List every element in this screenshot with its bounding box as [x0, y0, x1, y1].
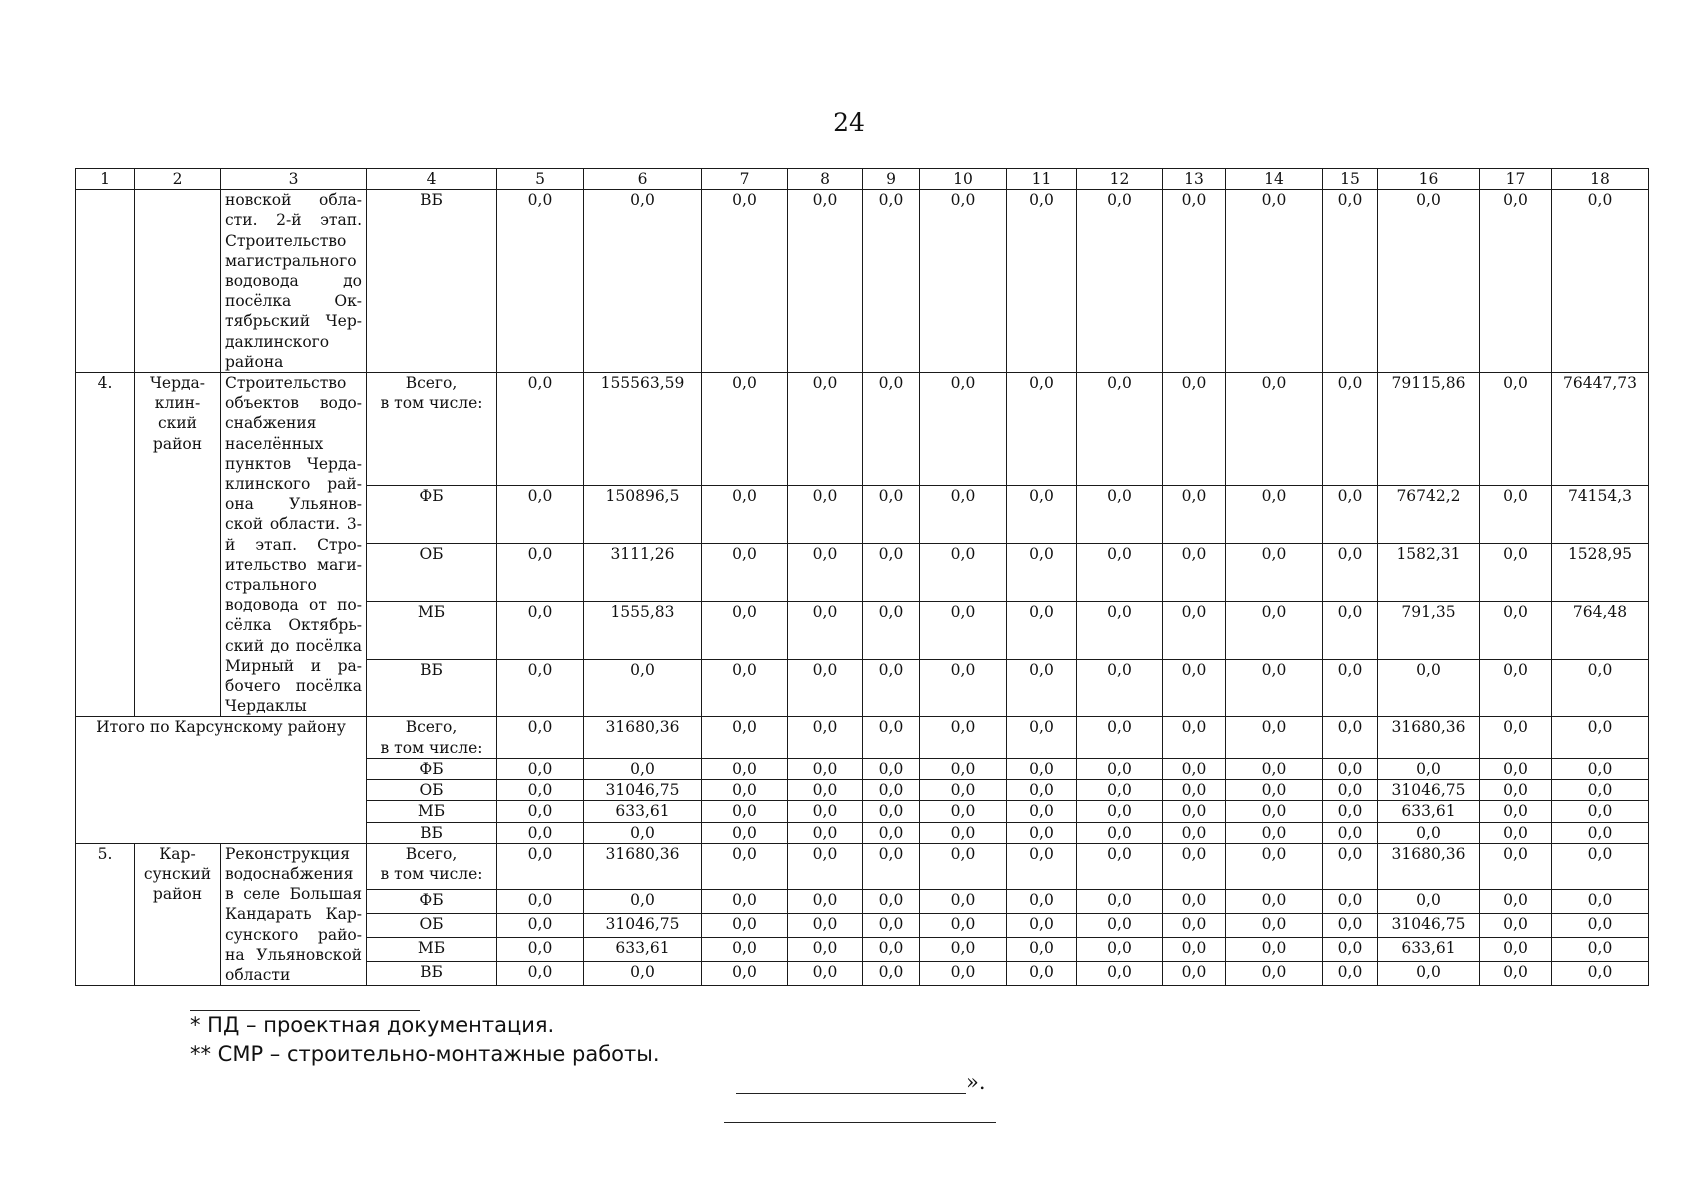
value-cell: 0,0	[788, 780, 863, 801]
value-cell: 0,0	[863, 780, 920, 801]
value-cell: 76742,2	[1378, 486, 1480, 544]
value-cell: 0,0	[1323, 962, 1378, 986]
value-cell: 0,0	[584, 890, 702, 914]
item-5-row	[76, 843, 1649, 890]
value-cell: 0,0	[788, 801, 863, 822]
value-cell: 0,0	[1007, 914, 1077, 938]
value-cell: 0,0	[1077, 962, 1163, 986]
funding-type-total-label: Всего,	[405, 374, 458, 393]
value-cell: 0,0	[1226, 914, 1323, 938]
column-number-header: 15	[1323, 169, 1378, 190]
value-cell: 0,0	[702, 822, 788, 843]
column-number-header: 18	[1552, 169, 1649, 190]
value-cell: 0,0	[1163, 543, 1226, 601]
funding-type: МБ	[367, 801, 497, 822]
value-cell: 0,0	[1163, 717, 1226, 758]
value-cell: 0,0	[1007, 601, 1077, 659]
district-cell	[135, 190, 221, 373]
value-cell: 0,0	[1007, 543, 1077, 601]
value-cell: 0,0	[497, 780, 584, 801]
value-cell: 0,0	[702, 190, 788, 373]
value-cell: 0,0	[1007, 717, 1077, 758]
value-cell: 0,0	[863, 938, 920, 962]
column-number-header: 16	[1378, 169, 1480, 190]
funding-type-including-label: в том числе:	[380, 864, 483, 883]
value-cell: 0,0	[497, 601, 584, 659]
value-cell: 0,0	[1007, 843, 1077, 890]
value-cell: 0,0	[1007, 801, 1077, 822]
funding-type: ФБ	[367, 486, 497, 544]
value-cell: 633,61	[584, 938, 702, 962]
value-cell: 0,0	[1480, 801, 1552, 822]
value-cell: 155563,59	[584, 373, 702, 486]
value-cell: 0,0	[920, 822, 1007, 843]
value-cell: 0,0	[1163, 962, 1226, 986]
funding-type-total	[367, 717, 497, 758]
value-cell: 0,0	[863, 190, 920, 373]
funding-type: ВБ	[367, 962, 497, 986]
value-cell: 0,0	[1226, 962, 1323, 986]
value-cell: 31680,36	[1378, 717, 1480, 758]
value-cell: 0,0	[920, 914, 1007, 938]
value-cell: 0,0	[497, 914, 584, 938]
value-cell: 0,0	[497, 801, 584, 822]
value-cell: 0,0	[863, 822, 920, 843]
value-cell: 0,0	[788, 659, 863, 717]
value-cell: 0,0	[1323, 890, 1378, 914]
value-cell: 76447,73	[1552, 373, 1649, 486]
value-cell: 0,0	[1163, 801, 1226, 822]
value-cell: 0,0	[1226, 938, 1323, 962]
value-cell: 0,0	[1323, 543, 1378, 601]
value-cell: 0,0	[1007, 890, 1077, 914]
value-cell: 0,0	[863, 601, 920, 659]
column-number-header: 7	[702, 169, 788, 190]
value-cell: 0,0	[1378, 659, 1480, 717]
value-cell: 0,0	[1163, 822, 1226, 843]
value-cell: 0,0	[1552, 780, 1649, 801]
value-cell: 0,0	[497, 717, 584, 758]
value-cell: 0,0	[497, 843, 584, 890]
value-cell: 0,0	[1552, 190, 1649, 373]
funding-type: ОБ	[367, 780, 497, 801]
value-cell: 0,0	[1163, 659, 1226, 717]
value-cell: 0,0	[1077, 717, 1163, 758]
value-cell: 0,0	[920, 659, 1007, 717]
value-cell: 0,0	[497, 822, 584, 843]
value-cell: 0,0	[1007, 938, 1077, 962]
funding-type-including-label: в том числе:	[380, 738, 483, 757]
value-cell: 0,0	[1226, 543, 1323, 601]
value-cell: 0,0	[788, 938, 863, 962]
column-number-header: 14	[1226, 169, 1323, 190]
value-cell: 0,0	[1007, 373, 1077, 486]
value-cell: 31046,75	[1378, 914, 1480, 938]
value-cell: 0,0	[1480, 962, 1552, 986]
value-cell: 0,0	[788, 717, 863, 758]
district-total-label: Итого по Карсунскому району	[76, 717, 367, 843]
value-cell: 0,0	[1226, 717, 1323, 758]
value-cell: 0,0	[1077, 190, 1163, 373]
value-cell: 0,0	[1007, 780, 1077, 801]
value-cell: 0,0	[863, 801, 920, 822]
value-cell: 0,0	[1480, 843, 1552, 890]
value-cell: 0,0	[584, 659, 702, 717]
value-cell: 0,0	[702, 780, 788, 801]
value-cell: 31046,75	[584, 914, 702, 938]
value-cell: 0,0	[1323, 190, 1378, 373]
value-cell: 0,0	[788, 486, 863, 544]
value-cell: 0,0	[920, 938, 1007, 962]
item-number-cell	[76, 190, 135, 373]
value-cell: 0,0	[1552, 717, 1649, 758]
value-cell: 0,0	[702, 601, 788, 659]
value-cell: 0,0	[702, 758, 788, 779]
value-cell: 0,0	[1007, 190, 1077, 373]
value-cell: 0,0	[1077, 914, 1163, 938]
value-cell: 0,0	[1077, 373, 1163, 486]
value-cell: 0,0	[702, 543, 788, 601]
value-cell: 764,48	[1552, 601, 1649, 659]
value-cell: 0,0	[1552, 914, 1649, 938]
value-cell: 0,0	[1480, 758, 1552, 779]
value-cell: 0,0	[788, 822, 863, 843]
value-cell: 0,0	[1163, 938, 1226, 962]
value-cell: 633,61	[1378, 801, 1480, 822]
value-cell: 0,0	[1226, 601, 1323, 659]
column-number-header: 5	[497, 169, 584, 190]
value-cell: 79115,86	[1378, 373, 1480, 486]
column-number-header: 1	[76, 169, 135, 190]
closing-line	[736, 1071, 966, 1094]
value-cell: 0,0	[1077, 758, 1163, 779]
value-cell: 0,0	[1077, 938, 1163, 962]
funding-type: ОБ	[367, 543, 497, 601]
value-cell: 0,0	[702, 914, 788, 938]
value-cell: 0,0	[1226, 843, 1323, 890]
project-description: Строительство объектов водо-снабжения населённых пунктов Черда-клинского рай-она Ульянов-ской области. 3-й этап. Стро-ительство маги-стрального водовода от по-сёлка Октябрь-ский до посёлка Мирный и ра-бочего посёлка Чердаклы	[221, 373, 367, 717]
value-cell: 0,0	[920, 486, 1007, 544]
value-cell: 0,0	[1552, 801, 1649, 822]
value-cell: 0,0	[1323, 801, 1378, 822]
value-cell: 0,0	[1480, 543, 1552, 601]
value-cell: 0,0	[1378, 190, 1480, 373]
value-cell: 0,0	[1480, 938, 1552, 962]
value-cell: 0,0	[1552, 822, 1649, 843]
value-cell: 0,0	[497, 190, 584, 373]
value-cell: 0,0	[1480, 780, 1552, 801]
value-cell: 0,0	[920, 758, 1007, 779]
value-cell: 0,0	[1163, 190, 1226, 373]
value-cell: 0,0	[1552, 843, 1649, 890]
column-number-header: 11	[1007, 169, 1077, 190]
value-cell: 0,0	[920, 373, 1007, 486]
value-cell: 0,0	[702, 659, 788, 717]
project-description: Реконструкция водоснабжения в селе Большая Кандарать Кар-сунского райо-на Ульяновской области	[221, 843, 367, 985]
value-cell: 0,0	[863, 890, 920, 914]
value-cell: 0,0	[1163, 758, 1226, 779]
value-cell: 0,0	[920, 543, 1007, 601]
value-cell: 31046,75	[584, 780, 702, 801]
value-cell: 0,0	[788, 962, 863, 986]
value-cell: 0,0	[702, 486, 788, 544]
funding-type-total-label: Всего,	[405, 718, 458, 737]
value-cell: 0,0	[1163, 890, 1226, 914]
value-cell: 0,0	[497, 659, 584, 717]
funding-type: ВБ	[367, 659, 497, 717]
column-number-header: 13	[1163, 169, 1226, 190]
value-cell: 0,0	[863, 962, 920, 986]
funding-type: ФБ	[367, 890, 497, 914]
funding-type: МБ	[367, 601, 497, 659]
footnote-separator	[190, 1010, 420, 1011]
value-cell: 0,0	[920, 190, 1007, 373]
value-cell: 0,0	[788, 758, 863, 779]
budget-table	[75, 168, 1649, 986]
value-cell: 633,61	[1378, 938, 1480, 962]
value-cell: 0,0	[702, 938, 788, 962]
column-number-header: 12	[1077, 169, 1163, 190]
value-cell: 0,0	[497, 938, 584, 962]
value-cell: 0,0	[1323, 601, 1378, 659]
value-cell: 0,0	[1480, 822, 1552, 843]
value-cell: 0,0	[920, 843, 1007, 890]
item-4-row	[76, 373, 1649, 486]
value-cell: 0,0	[1007, 962, 1077, 986]
value-cell: 31680,36	[584, 843, 702, 890]
value-cell: 0,0	[1323, 780, 1378, 801]
signature-line	[724, 1122, 996, 1123]
funding-type-total	[367, 373, 497, 486]
value-cell: 0,0	[1323, 822, 1378, 843]
funding-type: ФБ	[367, 758, 497, 779]
item-number: 5.	[76, 843, 135, 985]
value-cell: 0,0	[863, 659, 920, 717]
value-cell: 0,0	[788, 373, 863, 486]
value-cell: 0,0	[920, 801, 1007, 822]
column-number-header: 9	[863, 169, 920, 190]
footnote-pd: * ПД – проектная документация.	[190, 1013, 555, 1037]
value-cell: 0,0	[1552, 938, 1649, 962]
value-cell: 0,0	[1480, 914, 1552, 938]
column-number-header: 4	[367, 169, 497, 190]
funding-type: ОБ	[367, 914, 497, 938]
value-cell: 0,0	[1163, 843, 1226, 890]
value-cell: 3111,26	[584, 543, 702, 601]
value-cell: 791,35	[1378, 601, 1480, 659]
footnote-smr: ** СМР – строительно-монтажные работы.	[190, 1042, 660, 1066]
column-number-header: 6	[584, 169, 702, 190]
carry-over-row	[76, 190, 1649, 373]
value-cell: 0,0	[1226, 780, 1323, 801]
value-cell: 0,0	[863, 914, 920, 938]
value-cell: 0,0	[1323, 758, 1378, 779]
value-cell: 0,0	[1226, 373, 1323, 486]
value-cell: 0,0	[1226, 801, 1323, 822]
value-cell: 0,0	[1323, 938, 1378, 962]
value-cell: 0,0	[1163, 486, 1226, 544]
value-cell: 0,0	[1480, 890, 1552, 914]
value-cell: 0,0	[1007, 758, 1077, 779]
closing-quote: ».	[966, 1070, 986, 1094]
value-cell: 0,0	[584, 822, 702, 843]
value-cell: 150896,5	[584, 486, 702, 544]
value-cell: 0,0	[863, 543, 920, 601]
total-karsun-row	[76, 717, 1649, 758]
value-cell: 0,0	[1378, 890, 1480, 914]
value-cell: 0,0	[863, 486, 920, 544]
closing-mark	[736, 1070, 986, 1094]
value-cell: 0,0	[1077, 780, 1163, 801]
value-cell: 0,0	[497, 373, 584, 486]
value-cell: 1528,95	[1552, 543, 1649, 601]
value-cell: 0,0	[1077, 843, 1163, 890]
value-cell: 0,0	[788, 190, 863, 373]
value-cell: 0,0	[1480, 717, 1552, 758]
funding-type: ВБ	[367, 822, 497, 843]
value-cell: 0,0	[920, 890, 1007, 914]
value-cell: 0,0	[1077, 659, 1163, 717]
column-number-header: 10	[920, 169, 1007, 190]
value-cell: 0,0	[920, 780, 1007, 801]
value-cell: 0,0	[1323, 717, 1378, 758]
value-cell: 0,0	[702, 962, 788, 986]
value-cell: 0,0	[863, 758, 920, 779]
value-cell: 0,0	[863, 717, 920, 758]
funding-type-total-label: Всего,	[405, 844, 458, 863]
column-numbers-row	[76, 169, 1649, 190]
funding-type-total	[367, 843, 497, 890]
value-cell: 0,0	[1007, 486, 1077, 544]
value-cell: 0,0	[1226, 890, 1323, 914]
value-cell: 1555,83	[584, 601, 702, 659]
column-number-header: 3	[221, 169, 367, 190]
value-cell: 0,0	[1378, 758, 1480, 779]
value-cell: 31680,36	[584, 717, 702, 758]
value-cell: 0,0	[584, 190, 702, 373]
funding-type-including-label: в том числе:	[380, 394, 483, 413]
value-cell: 0,0	[1077, 486, 1163, 544]
value-cell: 0,0	[1323, 373, 1378, 486]
value-cell: 0,0	[497, 758, 584, 779]
value-cell: 0,0	[584, 758, 702, 779]
value-cell: 0,0	[788, 601, 863, 659]
value-cell: 0,0	[920, 717, 1007, 758]
value-cell: 31680,36	[1378, 843, 1480, 890]
value-cell: 0,0	[1077, 543, 1163, 601]
value-cell: 0,0	[1077, 801, 1163, 822]
value-cell: 0,0	[1163, 914, 1226, 938]
value-cell: 0,0	[1552, 659, 1649, 717]
value-cell: 0,0	[863, 843, 920, 890]
value-cell: 0,0	[788, 890, 863, 914]
value-cell: 0,0	[1163, 780, 1226, 801]
page-number: 24	[833, 108, 865, 137]
value-cell: 0,0	[1226, 758, 1323, 779]
value-cell: 0,0	[584, 962, 702, 986]
value-cell: 0,0	[702, 373, 788, 486]
value-cell: 0,0	[1378, 822, 1480, 843]
value-cell: 0,0	[702, 843, 788, 890]
value-cell: 0,0	[1480, 190, 1552, 373]
value-cell: 0,0	[1007, 659, 1077, 717]
value-cell: 633,61	[584, 801, 702, 822]
value-cell: 0,0	[1226, 822, 1323, 843]
value-cell: 0,0	[1480, 601, 1552, 659]
value-cell: 0,0	[1163, 373, 1226, 486]
value-cell: 0,0	[497, 890, 584, 914]
district-name: Кар-сунский район	[135, 843, 221, 985]
item-number: 4.	[76, 373, 135, 717]
value-cell: 0,0	[1552, 758, 1649, 779]
value-cell: 0,0	[1480, 486, 1552, 544]
value-cell: 0,0	[1323, 659, 1378, 717]
value-cell: 0,0	[1163, 601, 1226, 659]
value-cell: 0,0	[702, 801, 788, 822]
value-cell: 0,0	[1378, 962, 1480, 986]
value-cell: 0,0	[497, 543, 584, 601]
value-cell: 0,0	[1077, 601, 1163, 659]
value-cell: 0,0	[788, 543, 863, 601]
funding-type: ВБ	[367, 190, 497, 373]
value-cell: 0,0	[1552, 962, 1649, 986]
district-name: Черда-клин-ский район	[135, 373, 221, 717]
value-cell: 0,0	[1552, 890, 1649, 914]
value-cell: 0,0	[863, 373, 920, 486]
column-number-header: 8	[788, 169, 863, 190]
value-cell: 0,0	[1323, 843, 1378, 890]
value-cell: 0,0	[1077, 822, 1163, 843]
value-cell: 0,0	[1077, 890, 1163, 914]
value-cell: 0,0	[1480, 373, 1552, 486]
value-cell: 0,0	[788, 914, 863, 938]
value-cell: 0,0	[788, 843, 863, 890]
value-cell: 0,0	[1226, 659, 1323, 717]
value-cell: 0,0	[1007, 822, 1077, 843]
value-cell: 0,0	[1323, 486, 1378, 544]
value-cell: 31046,75	[1378, 780, 1480, 801]
value-cell: 0,0	[920, 601, 1007, 659]
value-cell: 0,0	[1226, 190, 1323, 373]
value-cell: 0,0	[1323, 914, 1378, 938]
project-description: новской обла-сти. 2-й этап. Строительство магистрального водовода до посёлка Ок-тябрьский Чер-даклинского района	[221, 190, 367, 373]
value-cell: 0,0	[1226, 486, 1323, 544]
value-cell: 0,0	[920, 962, 1007, 986]
value-cell: 0,0	[702, 890, 788, 914]
value-cell: 0,0	[1480, 659, 1552, 717]
funding-type: МБ	[367, 938, 497, 962]
value-cell: 0,0	[497, 486, 584, 544]
value-cell: 0,0	[702, 717, 788, 758]
column-number-header: 2	[135, 169, 221, 190]
column-number-header: 17	[1480, 169, 1552, 190]
value-cell: 74154,3	[1552, 486, 1649, 544]
value-cell: 0,0	[497, 962, 584, 986]
value-cell: 1582,31	[1378, 543, 1480, 601]
